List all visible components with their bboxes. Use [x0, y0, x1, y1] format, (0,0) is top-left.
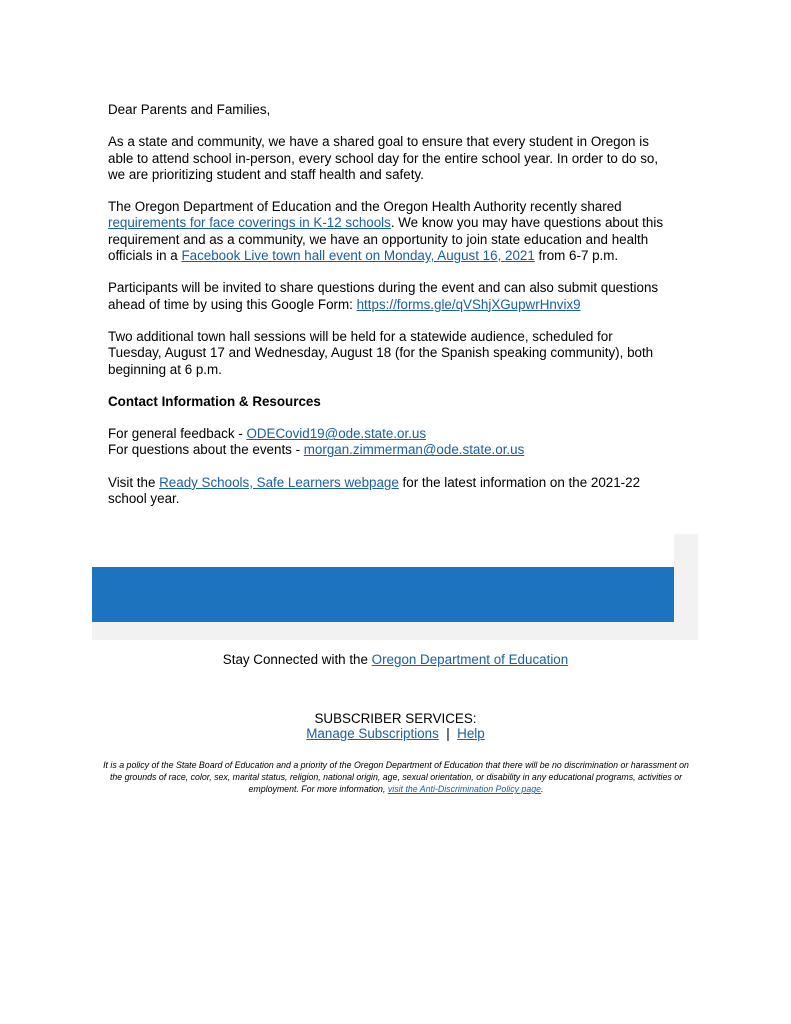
subscriber-links	[0, 726, 791, 742]
facebook-live-link[interactable]: Facebook Live town hall event on Monday, August 16, 2021	[181, 248, 535, 264]
banner-panel-top	[92, 534, 674, 568]
paragraph-goal: As a state and community, we have a shared goal to ensure that every student in Oregon is able to attend school in-person, every school day for the entire school year. In order to do so, we are prioritizing student and staff health and safety.	[108, 134, 659, 182]
paragraph-questions	[108, 280, 668, 313]
p2-text-c: from 6-7 p.m.	[534, 248, 619, 264]
manage-subscriptions-link[interactable]: Manage Subscriptions	[306, 726, 439, 741]
stay-connected-line	[0, 652, 791, 668]
help-link[interactable]: Help	[457, 726, 485, 741]
google-form-link[interactable]: https://forms.gle/qVShjXGupwrHnvix9	[356, 296, 581, 312]
subscriber-heading: SUBSCRIBER SERVICES:	[314, 711, 477, 726]
contact-heading: Contact Information & Resources	[108, 393, 321, 409]
events-email-link[interactable]: morgan.zimmerman@ode.state.or.us	[303, 442, 525, 458]
policy-end: .	[541, 784, 544, 794]
subscriber-separator: |	[446, 726, 450, 741]
anti-discrimination-policy	[100, 759, 692, 795]
general-feedback-email-link[interactable]: ODECovid19@ode.state.or.us	[246, 426, 427, 442]
visit-text-b: for the latest information on the 2021-22 school year.	[108, 474, 641, 507]
greeting: Dear Parents and Families,	[108, 102, 271, 117]
p3-text-a: Participants will be invited to share questions during the event and can also submit questions ahead of time by using this Google Form:	[108, 280, 659, 312]
anti-discrimination-policy-link[interactable]: visit the Anti-Discrimination Policy page	[387, 784, 542, 794]
visit-text-a: Visit the	[108, 474, 160, 490]
paragraph-visit	[108, 475, 668, 508]
face-coverings-link[interactable]: requirements for face coverings in K-12 schools	[108, 215, 391, 231]
ready-schools-link[interactable]: Ready Schools, Safe Learners webpage	[159, 474, 399, 490]
blue-banner	[92, 567, 674, 622]
contact2-label: For questions about the events -	[108, 442, 304, 458]
stay-connected-text: Stay Connected with the	[222, 652, 372, 667]
ode-link[interactable]: Oregon Department of Education	[371, 652, 569, 667]
paragraph-face-coverings	[108, 199, 668, 264]
letter-body	[108, 102, 668, 523]
contact-block	[108, 426, 668, 459]
p2-text-b: . We know you may have questions about this requirement and as a community, we have an opportunity to join state education and health officials in a	[108, 215, 664, 264]
paragraph-additional-sessions: Two additional town hall sessions will be held for a statewide audience, scheduled for Tuesday, August 17 and Wednesday, August 18 (for the Spanish speaking community), both beginning at 6 p.m.	[108, 328, 654, 377]
p2-text-a: The Oregon Department of Education and the Oregon Health Authority recently shared	[108, 199, 622, 215]
contact1-label: For general feedback -	[108, 426, 247, 442]
policy-text: It is a policy of the State Board of Education and a priority of the Oregon Department of Education that there will be no discrimination or harassment on the grounds of race, color, sex, marital status, religion, national origin, age, sexual orientation, or disability in any educational programs, activities or employment. For more information,	[103, 760, 689, 794]
